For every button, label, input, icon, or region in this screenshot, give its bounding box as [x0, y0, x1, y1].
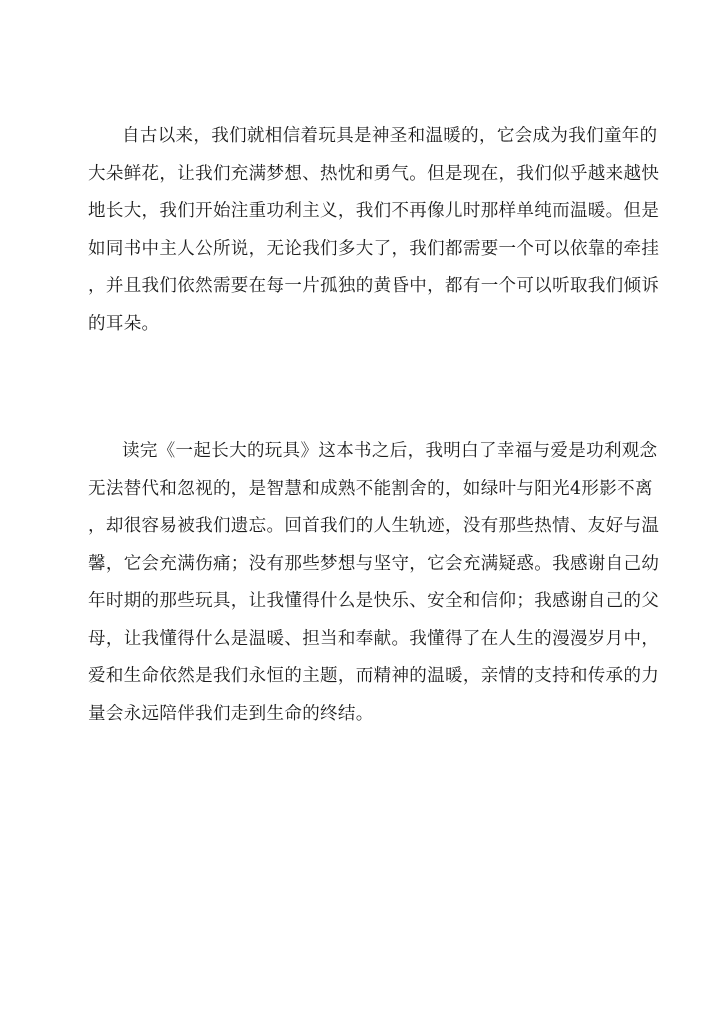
paragraph-line: 自古以来，我们就相信着玩具是神圣和温暖的，它会成为我们童年的: [122, 126, 658, 146]
paragraph-line: 量会永远陪伴我们走到生命的终结。: [88, 703, 374, 724]
paragraph-line: 爱和生命依然是我们永恒的主题，而精神的温暖，亲情的支持和传承的力: [88, 666, 660, 686]
paragraph-line: 读完《一起长大的玩具》这本书之后，我明白了幸福与爱是功利观念: [122, 441, 658, 461]
paragraph-line: 年时期的那些玩具，让我懂得什么是快乐、安全和信仰；我感谢自己的父: [88, 591, 660, 611]
paragraph-line: 母，让我懂得什么是温暖、担当和奉献。我懂得了在人生的漫漫岁月中，: [88, 628, 660, 649]
paragraph-1: [88, 118, 660, 343]
paragraph-line: ，却很容易被我们遗忘。回首我们的人生轨迹，没有那些热情、友好与温: [88, 516, 660, 536]
paragraph-line: 如同书中主人公所说，无论我们多大了，我们都需要一个可以依靠的牵挂: [88, 238, 660, 259]
paragraph-line: 的耳朵。: [88, 313, 160, 334]
paragraph-line: ，并且我们依然需要在每一片孤独的黄昏中，都有一个可以听取我们倾诉: [88, 276, 660, 296]
paragraph-line: 大朵鲜花，让我们充满梦想、热忱和勇气。但是现在，我们似乎越来越快: [88, 163, 660, 184]
paragraph-line: 馨，它会充满伤痛；没有那些梦想与坚守，它会充满疑惑。我感谢自己幼: [88, 553, 660, 574]
paragraph-line: 地长大，我们开始注重功利主义，我们不再像儿时那样单纯而温暖。但是: [88, 201, 660, 221]
paragraph-2: [88, 433, 660, 733]
paragraph-line: 无法替代和忽视的，是智慧和成熟不能割舍的，如绿叶与阳光4形影不离: [88, 478, 653, 499]
